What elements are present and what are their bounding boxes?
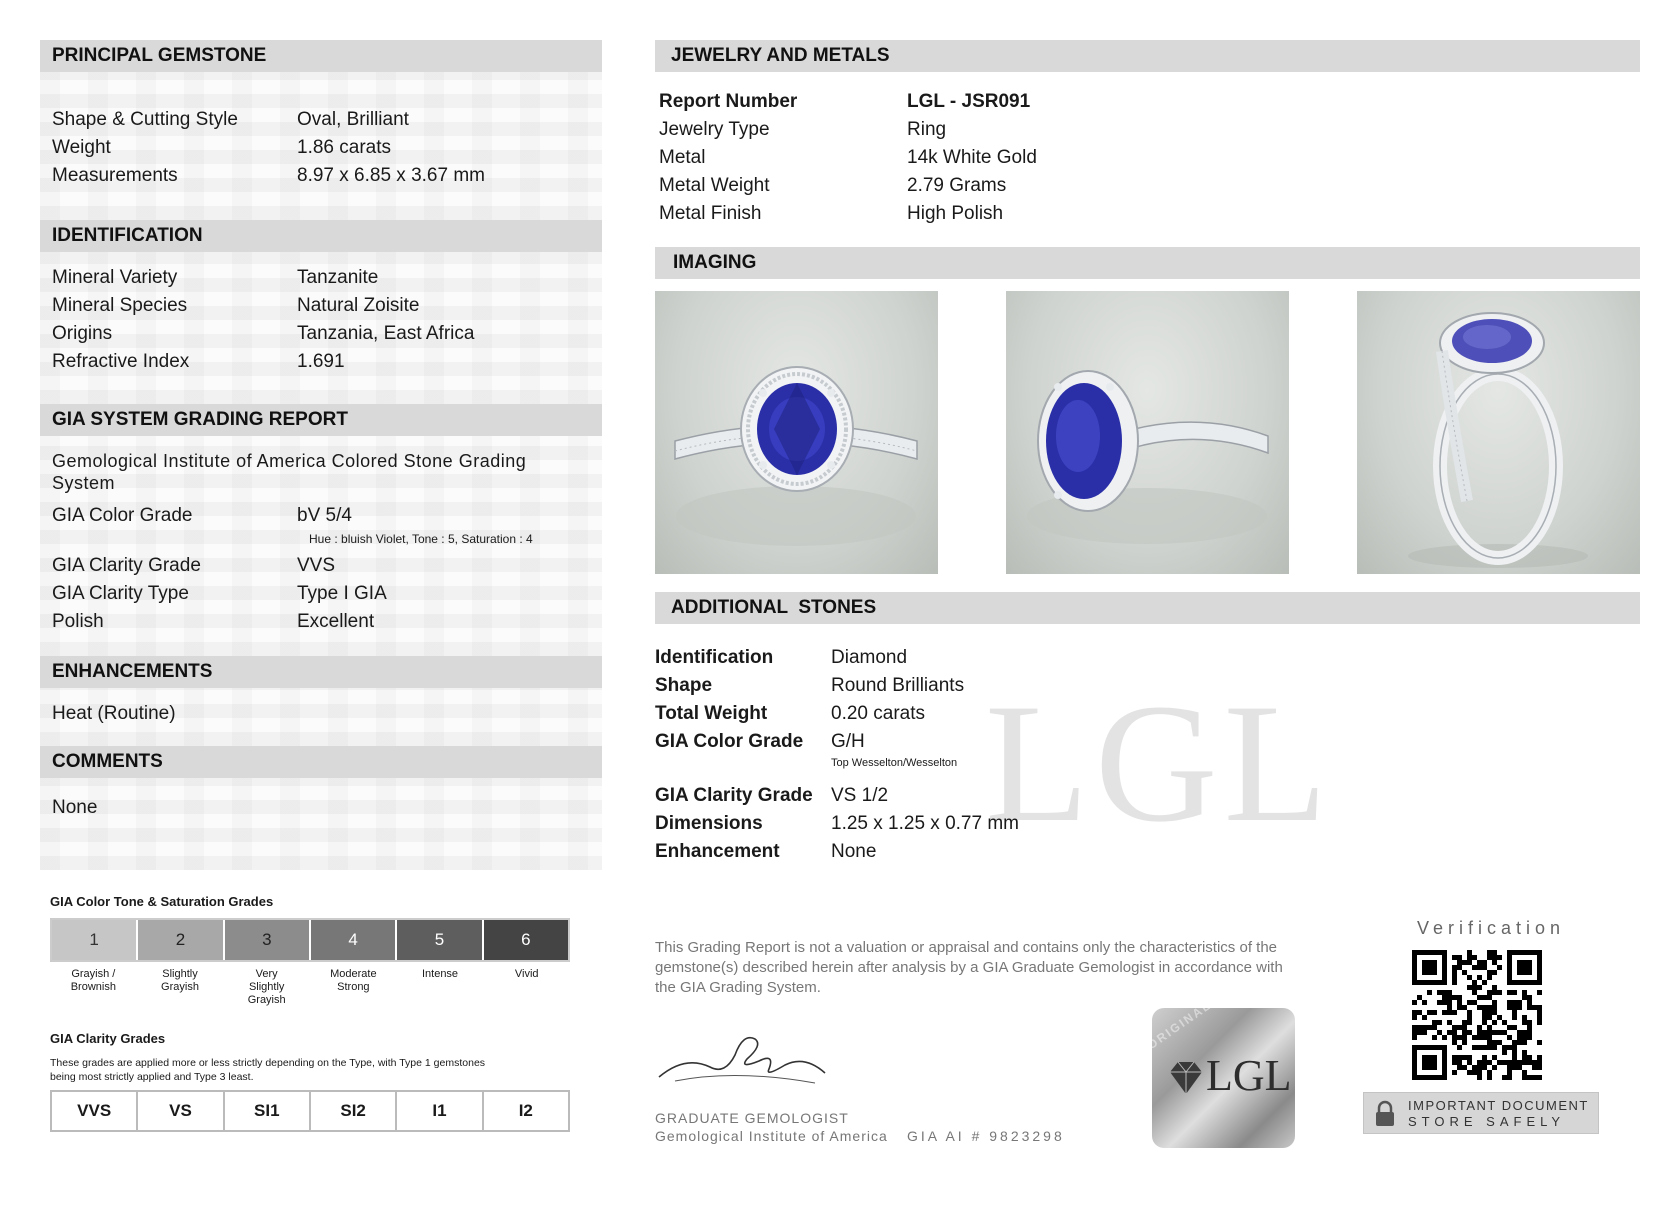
row-label: Refractive Index (52, 351, 190, 372)
tone-scale-title: GIA Color Tone & Saturation Grades (50, 894, 274, 909)
ring-top-view-icon (655, 291, 938, 574)
right-column (655, 40, 1640, 878)
row-value: Tanzanite (297, 267, 379, 288)
row-label: GIA Color Grade (52, 505, 193, 526)
clarity-grade: SI1 (225, 1092, 311, 1130)
gia-id-label: GIA AI # 9823298 (907, 1128, 1065, 1144)
clarity-bar (50, 1090, 570, 1132)
row-value: Ring (907, 119, 947, 140)
tone-label: Intense (421, 968, 459, 980)
ring-side-view-icon (1006, 291, 1289, 574)
row-value: Oval, Brilliant (297, 109, 409, 130)
row-label: Total Weight (655, 703, 768, 724)
tone-scale (40, 894, 570, 1007)
additional-row (655, 728, 1640, 756)
row-label: Weight (52, 137, 111, 158)
row-value: None (831, 841, 877, 862)
jewelry-row (655, 200, 1640, 228)
hologram-seal (1144, 997, 1295, 1148)
disclaimer-text: This Grading Report is not a valuation or appraisal and contains only the characteristics of the gemstone(s) described herein after analysis by a GIA Graduate Gemologist in accordance with the GIA Grading System. (655, 939, 1283, 996)
additional-stones-header: ADDITIONAL STONES (655, 592, 1640, 624)
additional-color-note: Top Wesselton/Wesselton (831, 757, 958, 769)
signature-icon (655, 1025, 830, 1087)
row-label: GIA Clarity Grade (52, 555, 201, 576)
gia-report-header: GIA SYSTEM GRADING REPORT (40, 404, 602, 436)
jewelry-body (655, 72, 1640, 247)
tone-label: Very Slightly Grayish (247, 968, 286, 1006)
row-label: GIA Clarity Type (52, 583, 189, 604)
row-value: Heat (Routine) (52, 703, 176, 724)
hologram-bg-word: ORIGINAL (1144, 997, 1214, 1053)
row-value: 2.79 Grams (907, 175, 1007, 196)
additional-row (655, 672, 1640, 700)
gia-intro: Gemological Institute of America Colored Stone Grading System (52, 451, 527, 493)
gia-institute-label: Gemological Institute of America (655, 1128, 888, 1144)
gia-row (40, 608, 602, 636)
row-value: 0.20 carats (831, 703, 925, 724)
additional-row (655, 782, 1640, 810)
additional-stones-body (655, 624, 1640, 878)
principal-gemstone-body (40, 72, 602, 220)
row-value: VS 1/2 (831, 785, 889, 806)
identification-row (40, 348, 602, 376)
row-value: Excellent (297, 611, 375, 632)
left-column (40, 40, 602, 1132)
row-value: Diamond (831, 647, 908, 668)
enhancements-value (40, 700, 602, 728)
row-value: Tanzania, East Africa (297, 323, 475, 344)
tone-cell: 5 (397, 920, 483, 960)
ring-photo-top (655, 291, 938, 574)
additional-row (655, 644, 1640, 672)
identification-row (40, 292, 602, 320)
row-label: Report Number (659, 91, 798, 112)
clarity-grade: I2 (484, 1092, 568, 1130)
clarity-scale (40, 1031, 570, 1132)
row-label: GIA Clarity Grade (655, 785, 813, 806)
tone-label: Slightly Grayish (161, 968, 199, 993)
tone-bar (50, 918, 570, 962)
row-label: Dimensions (655, 813, 763, 834)
row-value: Natural Zoisite (297, 295, 420, 316)
notice-line2: STORE SAFELY (1408, 1114, 1566, 1129)
row-value: G/H (831, 731, 865, 752)
hologram-text: LGL (1206, 1051, 1292, 1100)
lock-icon (1374, 1101, 1396, 1127)
clarity-grade: VS (138, 1092, 224, 1130)
gia-row (40, 580, 602, 608)
row-value: Type I GIA (297, 583, 387, 604)
row-label: Mineral Species (52, 295, 188, 316)
ring-photo-standing (1357, 291, 1640, 574)
clarity-scale-title: GIA Clarity Grades (50, 1031, 166, 1046)
row-label: Measurements (52, 165, 178, 186)
enhancements-header: ENHANCEMENTS (40, 656, 602, 688)
additional-row (655, 810, 1640, 838)
tone-label: Moderate Strong (330, 968, 377, 993)
comments-value (40, 794, 602, 822)
row-label: Jewelry Type (659, 119, 770, 140)
row-value: High Polish (907, 203, 1004, 224)
jewelry-row (655, 172, 1640, 200)
clarity-grade: SI2 (311, 1092, 397, 1130)
diamond-logo-icon (1166, 1058, 1206, 1098)
tone-cell: 6 (484, 920, 568, 960)
jewelry-row (655, 116, 1640, 144)
principal-row (40, 134, 602, 162)
gia-report-body (40, 436, 602, 656)
tone-cell: 3 (225, 920, 311, 960)
jewelry-row (655, 144, 1640, 172)
qr-code-icon (1412, 950, 1542, 1080)
gia-color-note: Hue : bluish Violet, Tone : 5, Saturation : 4 (309, 532, 533, 546)
row-label: Metal Finish (659, 203, 762, 224)
tone-cell: 2 (138, 920, 224, 960)
clarity-desc: These grades are applied more or less strictly depending on the Type, with Type 1 gemstones being most strictly applied and Type 3 least. (50, 1057, 486, 1083)
row-value: None (52, 797, 98, 818)
comments-header: COMMENTS (40, 746, 602, 778)
identification-body (40, 252, 602, 404)
imaging-header: IMAGING (655, 247, 1640, 279)
identification-row (40, 320, 602, 348)
row-value: VVS (297, 555, 336, 576)
row-label: Origins (52, 323, 113, 344)
principal-gemstone-header: PRINCIPAL GEMSTONE (40, 40, 602, 72)
row-value: 8.97 x 6.85 x 3.67 mm (297, 165, 485, 186)
row-label: Enhancement (655, 841, 780, 862)
lgl-watermark: LGL (985, 669, 1334, 857)
row-value: 1.691 (297, 351, 345, 372)
qr-code[interactable] (1412, 950, 1542, 1080)
row-value: 1.86 carats (297, 137, 391, 158)
row-label: GIA Color Grade (655, 731, 804, 752)
graduate-gemologist-label: GRADUATE GEMOLOGIST (655, 1110, 849, 1126)
row-label: Mineral Variety (52, 267, 178, 288)
identification-header: IDENTIFICATION (40, 220, 602, 252)
principal-row (40, 162, 602, 190)
verification-title: Verification (1417, 918, 1566, 938)
ring-photo-side (1006, 291, 1289, 574)
tone-label: Grayish / Brownish (70, 968, 116, 993)
principal-row (40, 106, 602, 134)
row-value: 14k White Gold (907, 147, 1037, 168)
jewelry-header: JEWELRY AND METALS (655, 40, 1640, 72)
row-label: Metal Weight (659, 175, 770, 196)
row-label: Metal (659, 147, 706, 168)
tone-labels (50, 968, 570, 1007)
row-value: LGL - JSR091 (907, 91, 1031, 112)
row-label: Shape & Cutting Style (52, 109, 238, 130)
row-label: Identification (655, 647, 774, 668)
additional-row (655, 700, 1640, 728)
tone-label: Vivid (514, 968, 539, 980)
gia-color-row (40, 502, 602, 530)
notice-line1: IMPORTANT DOCUMENT (1408, 1098, 1589, 1113)
row-label: Polish (52, 611, 104, 632)
gia-row (40, 552, 602, 580)
comments-body (40, 778, 602, 870)
tone-cell: 4 (311, 920, 397, 960)
row-value: 1.25 x 1.25 x 0.77 mm (831, 813, 1019, 834)
enhancements-body (40, 688, 602, 746)
identification-row (40, 264, 602, 292)
report-number-row (655, 88, 1640, 116)
store-safely-notice (1363, 1092, 1599, 1134)
additional-row (655, 838, 1640, 866)
tone-cell: 1 (52, 920, 138, 960)
row-label: Shape (655, 675, 713, 696)
clarity-grade: I1 (397, 1092, 483, 1130)
clarity-grade: VVS (52, 1092, 138, 1130)
ring-standing-view-icon (1357, 291, 1640, 574)
row-value: bV 5/4 (297, 505, 352, 526)
row-value: Round Brilliants (831, 675, 965, 696)
imaging-row (655, 291, 1640, 574)
